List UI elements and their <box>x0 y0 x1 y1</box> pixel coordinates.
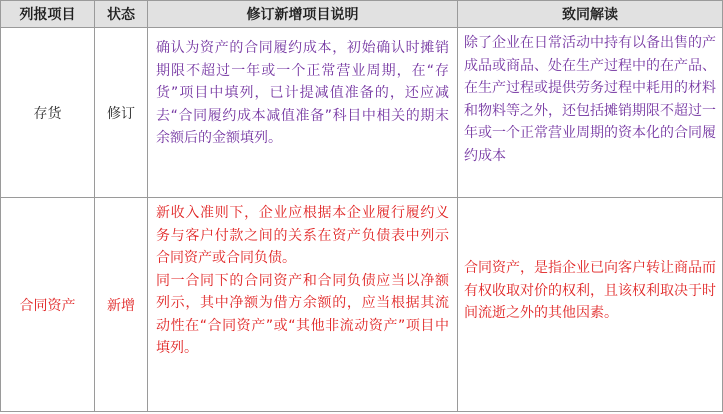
row-interpretation: 合同资产，是指企业已向客户转让商品而有权收取对价的权利，且该权利取决于时间流逝之外的其他因素。 <box>464 260 716 321</box>
row-interpretation: 除了企业在日常活动中持有以备出售的产成品或商品、处在生产过程中的在产品、在生产过程或提供劳务过程中耗用的材料和物料等之外，还包括摊销期限不超过一年或一个正常营业周期的资本化的合同履约成本 <box>464 35 716 164</box>
row-item-name: 合同资产 <box>1 198 95 412</box>
row-interpretation-cell <box>458 198 723 412</box>
row-description-paragraph-2: 同一合同下的合同资产和合同负债应当以净额列示，其中净额为借方余额的，应当根据其流动性在“合同资产”或“其他非流动资产”项目中填列。 <box>156 272 449 356</box>
table-row-contract-assets <box>1 198 723 412</box>
header-report-item: 列报项目 <box>1 1 95 28</box>
row-status: 新增 <box>95 198 148 412</box>
row-interpretation-cell <box>458 28 723 198</box>
header-status: 状态 <box>95 1 148 28</box>
table-row-inventory <box>1 28 723 198</box>
header-description: 修订新增项目说明 <box>148 1 458 28</box>
row-description-cell <box>148 198 458 412</box>
table-header-row <box>1 1 723 28</box>
row-description-cell <box>148 28 458 198</box>
row-description-paragraph-1: 新收入准则下，企业应根据本企业履行履约义务与客户付款之间的关系在资产负债表中列示合同资产或合同负债。 <box>156 205 449 266</box>
row-status: 修订 <box>95 28 148 198</box>
row-description: 确认为资产的合同履约成本，初始确认时摊销期限不超过一年或一个正常营业周期，在“存货”项目中填列，已计提减值准备的，还应减去“合同履约成本减值准备”科目中相关的期末余额后的金额填列。 <box>156 40 449 146</box>
header-interpretation: 致同解读 <box>458 1 723 28</box>
row-item-name: 存货 <box>1 28 95 198</box>
